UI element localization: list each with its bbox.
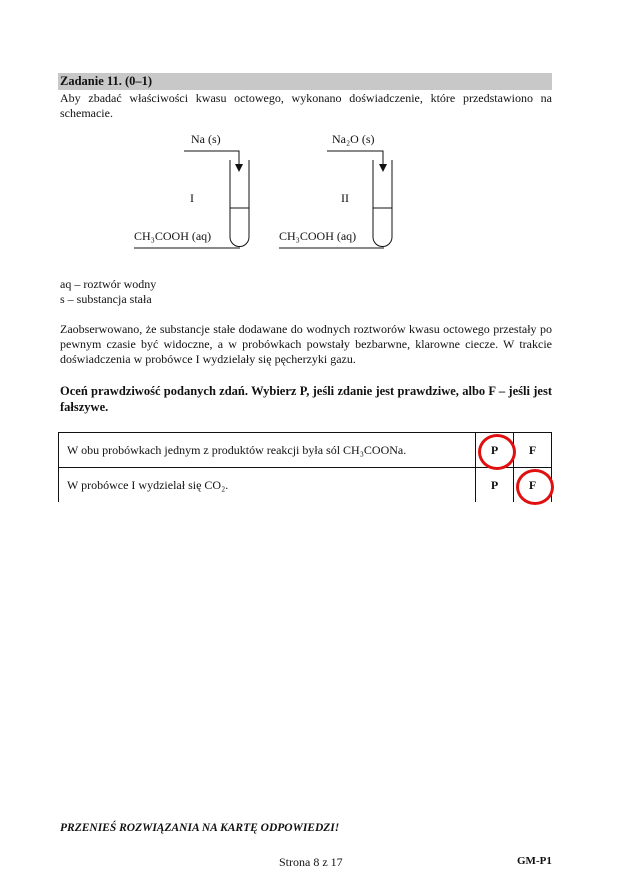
statement-row bbox=[59, 468, 552, 503]
selection-circle bbox=[478, 434, 516, 470]
tube2-arrow-head bbox=[379, 164, 387, 172]
observation-text: Zaobserwowano, że substancje stałe dodawane do wodnych roztworów kwasu octowego przestały po pewnym czasie być widoczne, a w probówkach powstały bezbarwne, klarowne ciecze. W trakcie doświadczenia w probówce I wydzielały się pęcherzyki gazu. bbox=[60, 322, 552, 366]
tube2-reagent-label: Na₂O (s) bbox=[332, 132, 375, 146]
task-intro: Aby zbadać właściwości kwasu octowego, wykonano doświadczenie, które przedstawiono na schemacie. bbox=[60, 91, 552, 120]
option-f[interactable] bbox=[514, 433, 552, 468]
tube1-reagent-label: Na (s) bbox=[191, 132, 221, 146]
option-f-label: F bbox=[528, 477, 537, 492]
exam-code: GM-P1 bbox=[517, 855, 552, 867]
option-f-label: F bbox=[528, 442, 537, 457]
tube1-arrow-line bbox=[184, 151, 239, 167]
true-false-table bbox=[58, 432, 552, 502]
task-header bbox=[58, 73, 552, 90]
legend bbox=[60, 277, 156, 307]
tube1-solution-label: CH₃COOH (aq) bbox=[134, 229, 212, 243]
statement-text: W obu probówkach jednym z produktów reakcji była sól CH₃COONa. bbox=[59, 433, 476, 468]
tube1 bbox=[230, 160, 249, 247]
option-p-label: P bbox=[490, 442, 499, 457]
statement-text: W probówce I wydzielał się CO₂. bbox=[59, 468, 476, 503]
tube2-roman: II bbox=[341, 191, 349, 205]
option-f[interactable] bbox=[514, 468, 552, 503]
tube2 bbox=[373, 160, 392, 247]
footer-note: PRZENIEŚ ROZWIĄZANIA NA KARTĘ ODPOWIEDZI! bbox=[60, 822, 340, 834]
tube1-roman: I bbox=[190, 191, 194, 205]
option-p-label: P bbox=[490, 477, 499, 492]
tube2-arrow-line bbox=[327, 151, 383, 167]
selection-circle bbox=[516, 469, 554, 505]
statement-row bbox=[59, 433, 552, 468]
legend-s: s – substancja stała bbox=[60, 292, 152, 306]
tube2-solution-label: CH₃COOH (aq) bbox=[279, 229, 357, 243]
task-title: Zadanie 11. (0–1) bbox=[60, 74, 153, 88]
legend-aq: aq – roztwór wodny bbox=[60, 277, 157, 291]
instruction-text: Oceń prawdziwość podanych zdań. Wybierz P, jeśli zdanie jest prawdziwe, albo F – jeśli jest fałszywe. bbox=[60, 384, 552, 414]
option-p[interactable] bbox=[476, 468, 514, 503]
option-p[interactable] bbox=[476, 433, 514, 468]
tube1-arrow-head bbox=[235, 164, 243, 172]
page-number: Strona 8 z 17 bbox=[279, 855, 343, 869]
